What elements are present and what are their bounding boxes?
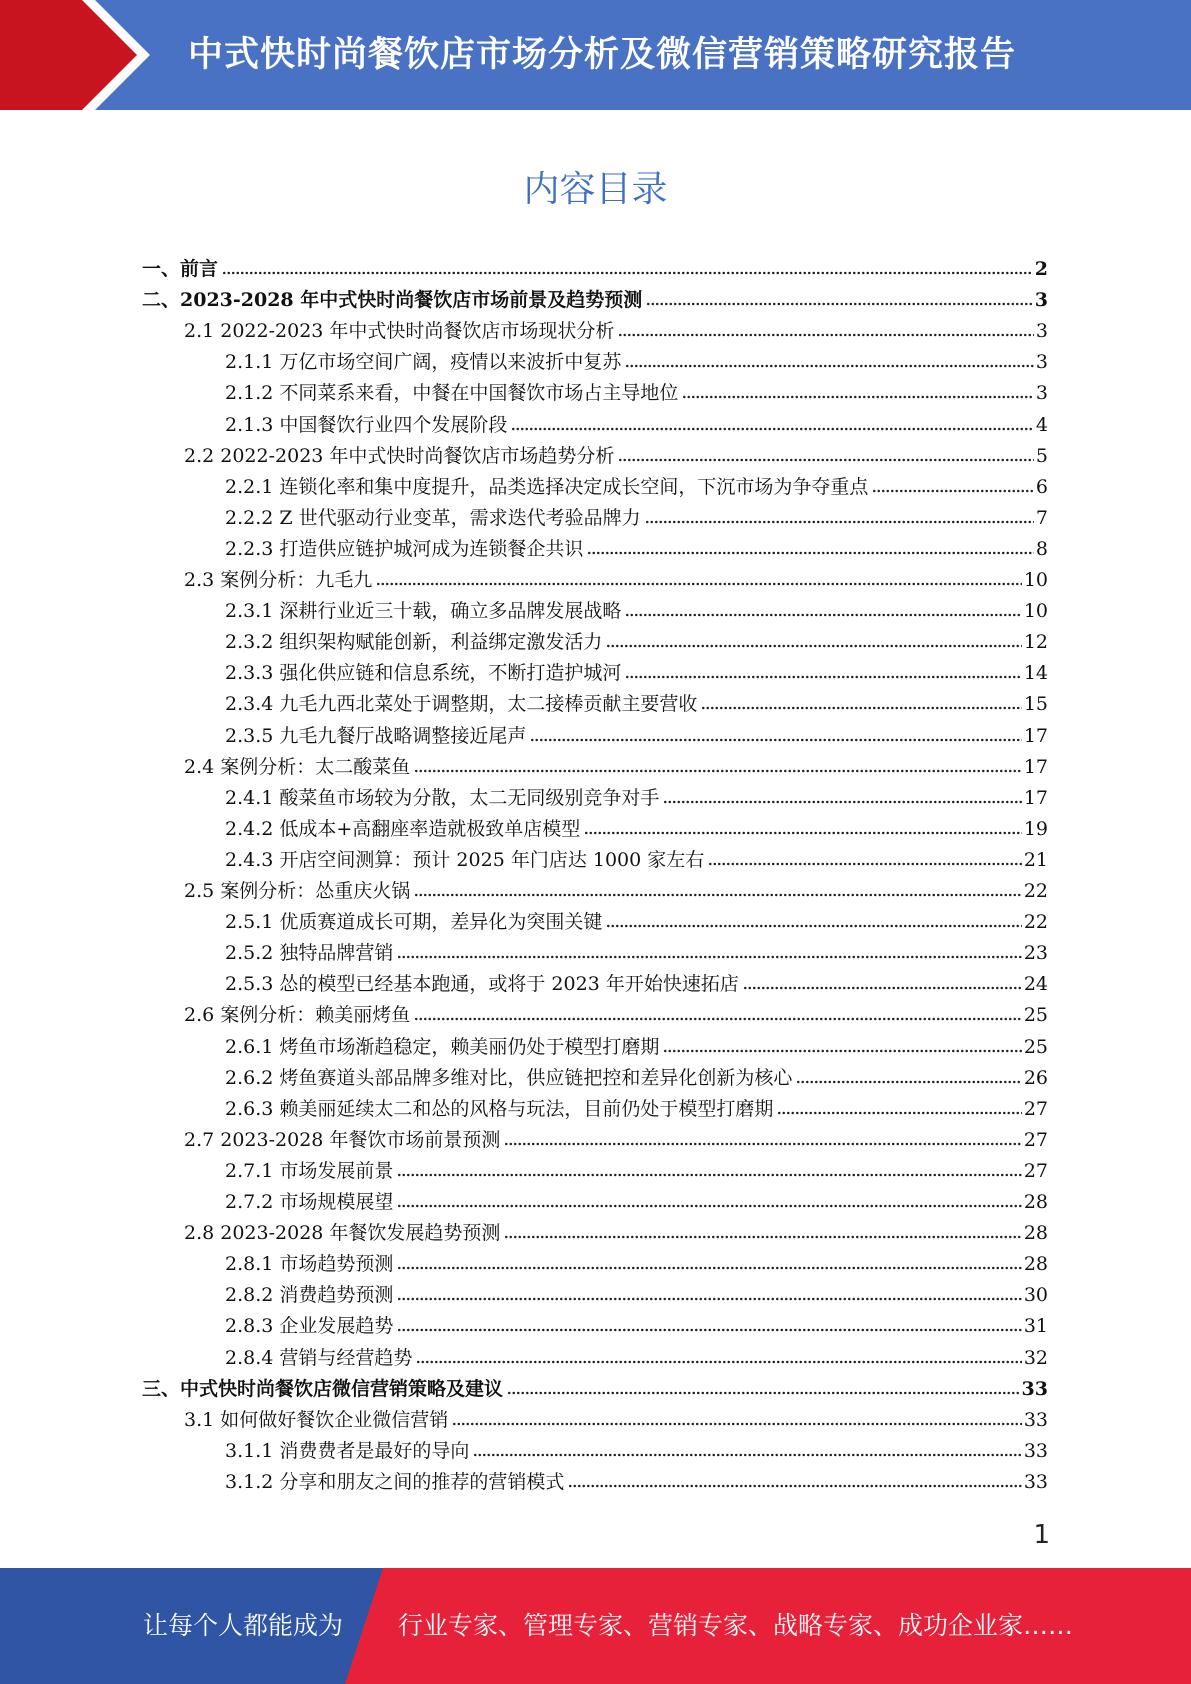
toc-entry-page: 27 [1023, 1159, 1048, 1182]
toc-entry[interactable] [225, 1249, 1048, 1280]
toc-entry-page: 26 [1023, 1066, 1048, 1089]
toc-dot-leader [414, 1015, 1022, 1023]
toc-heading: 内容目录 [523, 169, 668, 210]
toc-dot-leader [452, 1420, 1022, 1428]
toc-entry[interactable] [225, 1280, 1048, 1311]
toc-entry[interactable] [225, 347, 1048, 378]
toc-entry[interactable] [225, 503, 1048, 534]
toc-dot-leader [708, 860, 1022, 868]
toc-dot-leader [414, 891, 1022, 899]
toc-entry[interactable] [184, 876, 1048, 907]
toc-entry[interactable] [184, 1000, 1048, 1031]
toc-dot-leader [872, 487, 1034, 495]
toc-dot-leader [530, 736, 1021, 744]
toc-entry-label: 2.8.2 消费趋势预测 [225, 1284, 394, 1307]
toc-entry-label: 3.1.2 分享和朋友之间的推荐的营销模式 [225, 1470, 565, 1493]
toc-entry-label: 2.5.2 独特品牌营销 [225, 942, 394, 965]
toc-entry-label: 2.5 案例分析：怂重庆火锅 [184, 880, 411, 902]
toc-dot-leader [743, 984, 1022, 992]
toc-entry[interactable] [142, 285, 1048, 316]
toc-entry-page: 17 [1023, 786, 1048, 809]
toc-entry[interactable] [225, 1187, 1048, 1218]
toc-entry[interactable] [225, 845, 1048, 876]
toc-entry-page: 28 [1023, 1253, 1048, 1276]
toc-entry[interactable] [225, 969, 1048, 1000]
toc-entry-label: 2.2.1 连锁化率和集中度提升，品类选择决定成长空间，下沉市场为争夺重点 [225, 475, 869, 498]
toc-dot-leader [701, 704, 1021, 712]
toc-entry-page: 19 [1023, 817, 1048, 840]
toc-entry-page: 3 [1035, 351, 1048, 374]
toc-entry[interactable] [225, 596, 1048, 627]
toc-dot-leader [511, 425, 1034, 433]
toc-entry-page: 27 [1023, 1128, 1048, 1151]
toc-entry-label: 2.1 2022-2023 年中式快时尚餐饮店市场现状分析 [184, 320, 615, 343]
toc-entry[interactable] [225, 378, 1048, 409]
toc-entry-label: 2.3.2 组织架构赋能创新，利益绑定激发活力 [225, 631, 603, 654]
toc-entry-label: 2.5.3 怂的模型已经基本跑通，或将于 2023 年开始快速拓店 [225, 973, 739, 996]
toc-entry-page: 25 [1023, 1004, 1048, 1027]
toc-entry[interactable] [184, 1405, 1048, 1436]
toc-dot-leader [397, 1264, 1021, 1272]
footer-slogan-right: 行业专家、管理专家、营销专家、战略专家、成功企业家…… [398, 1611, 1074, 1640]
toc-entry-label: 2.4.3 开店空间测算：预计 2025 年门店达 1000 家左右 [225, 848, 705, 871]
toc-entry-label: 2.3.4 九毛九西北菜处于调整期，太二接棒贡献主要营收 [225, 693, 698, 716]
toc-dot-leader [397, 953, 1021, 961]
toc-entry-label: 2.7.2 市场规模展望 [225, 1191, 394, 1213]
toc-dot-leader [663, 798, 1021, 806]
toc-entry-page: 5 [1035, 444, 1048, 467]
page-header [0, 0, 1191, 110]
toc-entry-label: 2.2.3 打造供应链护城河成为连锁餐企共识 [225, 537, 584, 560]
toc-entry-label: 三、中式快时尚餐饮店微信营销策略及建议 [142, 1377, 504, 1400]
toc-entry-page: 31 [1023, 1315, 1048, 1338]
toc-dot-leader [504, 1233, 1021, 1241]
toc-entry-page: 4 [1035, 413, 1048, 436]
toc-dot-leader [618, 456, 1033, 464]
toc-dot-leader [618, 331, 1033, 339]
toc-dot-leader [397, 1171, 1021, 1179]
toc-entry[interactable] [225, 938, 1048, 969]
toc-dot-leader [568, 1482, 1021, 1490]
toc-entry[interactable] [225, 1467, 1048, 1498]
toc-entry[interactable] [225, 472, 1048, 503]
toc-entry-label: 2.2 2022-2023 年中式快时尚餐饮店市场趋势分析 [184, 444, 615, 467]
toc-entry-page: 17 [1023, 724, 1048, 747]
toc-entry-label: 3.1.1 消费费者是最好的导向 [225, 1439, 470, 1462]
toc-entry-page: 27 [1023, 1097, 1048, 1120]
toc-entry[interactable] [184, 316, 1048, 347]
toc-entry[interactable] [184, 752, 1048, 783]
page-footer [0, 1568, 1191, 1684]
toc-entry-page: 23 [1023, 942, 1048, 965]
toc-entry-label: 2.8.4 营销与经营趋势 [225, 1346, 413, 1369]
toc-entry[interactable] [142, 254, 1048, 285]
toc-dot-leader [625, 673, 1021, 681]
toc-entry-label: 2.4 案例分析：太二酸菜鱼 [184, 755, 411, 778]
toc-dot-leader [682, 393, 1034, 401]
toc-entry-page: 25 [1023, 1035, 1048, 1058]
toc-entry-page: 33 [1021, 1377, 1048, 1400]
toc-entry-label: 2.4.1 酸菜鱼市场较为分散，太二无同级别竞争对手 [225, 786, 660, 809]
toc-entry-page: 3 [1035, 382, 1048, 405]
toc-entry-page: 2 [1034, 258, 1048, 280]
toc-dot-leader [222, 269, 1033, 277]
toc-entry-page: 22 [1023, 911, 1048, 934]
toc-entry[interactable] [225, 1063, 1048, 1094]
toc-entry-label: 2.1.1 万亿市场空间广阔，疫情以来波折中复苏 [225, 351, 622, 374]
toc-entry-label: 2.6 案例分析：赖美丽烤鱼 [184, 1004, 411, 1027]
toc-dot-leader [397, 1326, 1021, 1334]
toc-entry[interactable] [184, 1125, 1048, 1156]
toc-entry-label: 2.6.1 烤鱼市场渐趋稳定，赖美丽仍处于模型打磨期 [225, 1035, 660, 1058]
toc-dot-leader [625, 611, 1021, 619]
toc-entry[interactable] [225, 721, 1048, 752]
toc-dot-leader [504, 1140, 1021, 1148]
toc-entry-label: 2.7.1 市场发展前景 [225, 1159, 394, 1182]
toc-entry-page: 6 [1035, 475, 1048, 498]
toc-dot-leader [397, 1202, 1021, 1210]
toc-entry-label: 2.3.3 强化供应链和信息系统，不断打造护城河 [225, 662, 622, 685]
toc-entry-page: 30 [1023, 1284, 1048, 1307]
toc-entry-page: 14 [1023, 662, 1048, 685]
toc-dot-leader [606, 642, 1021, 650]
toc-entry-label: 2.8.1 市场趋势预测 [225, 1253, 394, 1276]
toc-entry[interactable] [225, 814, 1048, 845]
toc-entry[interactable] [225, 1094, 1048, 1125]
toc-dot-leader [625, 362, 1034, 370]
toc-entry[interactable] [225, 627, 1048, 658]
toc-dot-leader [584, 829, 1022, 837]
toc-entry-label: 2.4.2 低成本+高翻座率造就极致单店模型 [225, 817, 581, 840]
toc-entry-label: 一、前言 [142, 258, 219, 280]
toc-dot-leader [645, 518, 1034, 526]
toc-entry-page: 28 [1023, 1222, 1048, 1245]
toc-entry-page: 10 [1023, 569, 1048, 591]
toc-dot-leader [473, 1451, 1021, 1459]
toc-entry[interactable] [225, 1032, 1048, 1063]
footer-slogan-left: 让每个人都能成为 [143, 1611, 344, 1640]
toc-entry-page: 17 [1023, 755, 1048, 778]
toc-entry-page: 33 [1023, 1470, 1048, 1493]
toc-entry-page: 21 [1023, 848, 1048, 871]
toc-entry[interactable] [184, 1218, 1048, 1249]
toc-dot-leader [587, 549, 1034, 557]
toc-entry[interactable] [184, 565, 1048, 596]
toc-entry-page: 22 [1023, 880, 1048, 902]
toc-entry[interactable] [142, 1374, 1048, 1405]
toc-dot-leader [414, 767, 1022, 775]
toc-entry-label: 2.3 案例分析：九毛九 [184, 569, 373, 591]
toc-entry-label: 2.7 2023-2028 年餐饮市场前景预测 [184, 1128, 501, 1151]
toc-entry-page: 33 [1023, 1439, 1048, 1462]
toc-entry-label: 2.8 2023-2028 年餐饮发展趋势预测 [184, 1222, 501, 1245]
toc-dot-leader [376, 580, 1022, 588]
toc-dot-leader [646, 300, 1033, 308]
toc-entry-page: 24 [1023, 973, 1048, 996]
toc-entry-page: 3 [1034, 289, 1048, 312]
toc-entry[interactable] [225, 783, 1048, 814]
toc-entry[interactable] [225, 1343, 1048, 1374]
toc-dot-leader [777, 1109, 1021, 1117]
toc-entry-page: 3 [1035, 320, 1048, 343]
toc-entry-label: 2.1.3 中国餐饮行业四个发展阶段 [225, 413, 508, 436]
report-title: 中式快时尚餐饮店市场分析及微信营销策略研究报告 [188, 35, 1017, 75]
toc-entry-label: 2.3.5 九毛九餐厅战略调整接近尾声 [225, 724, 527, 747]
toc-entry-page: 7 [1035, 506, 1048, 529]
toc-entry[interactable] [225, 658, 1048, 689]
toc-entry[interactable] [225, 907, 1048, 938]
toc-entry[interactable] [225, 1311, 1048, 1342]
toc-entry-label: 2.8.3 企业发展趋势 [225, 1315, 394, 1338]
toc-dot-leader [507, 1389, 1020, 1397]
toc-entry-page: 10 [1023, 600, 1048, 623]
toc-dot-leader [397, 1295, 1021, 1303]
toc-dot-leader [663, 1047, 1021, 1055]
toc-entry[interactable] [225, 1156, 1048, 1187]
toc-entry[interactable] [225, 410, 1048, 441]
toc-entry[interactable] [184, 441, 1048, 472]
toc-entry-label: 2.6.3 赖美丽延续太二和怂的风格与玩法，目前仍处于模型打磨期 [225, 1097, 774, 1120]
toc-entry-page: 15 [1023, 693, 1048, 716]
toc-entry-page: 33 [1023, 1408, 1048, 1431]
toc-entry[interactable] [225, 534, 1048, 565]
page-number: 1 [1033, 1520, 1050, 1550]
toc-entry-label: 2.1.2 不同菜系来看，中餐在中国餐饮市场占主导地位 [225, 382, 679, 405]
toc-dot-leader [796, 1078, 1021, 1086]
toc-entry[interactable] [225, 689, 1048, 720]
toc-entry[interactable] [225, 1436, 1048, 1467]
header-arrow-decoration [0, 0, 150, 110]
toc-entry-label: 2.3.1 深耕行业近三十载，确立多品牌发展战略 [225, 600, 622, 623]
toc-dot-leader [416, 1358, 1021, 1366]
toc-entry-label: 3.1 如何做好餐饮企业微信营销 [184, 1408, 449, 1431]
toc-entry-label: 2.2.2 Z 世代驱动行业变革，需求迭代考验品牌力 [225, 506, 641, 529]
toc-entry-page: 28 [1023, 1191, 1048, 1213]
toc-entry-page: 32 [1023, 1346, 1048, 1369]
toc-entry-page: 12 [1023, 631, 1048, 654]
toc-entry-label: 二、2023-2028 年中式快时尚餐饮店市场前景及趋势预测 [142, 289, 643, 312]
toc-entry-page: 8 [1035, 537, 1048, 560]
toc-entry-label: 2.6.2 烤鱼赛道头部品牌多维对比，供应链把控和差异化创新为核心 [225, 1066, 793, 1089]
toc-dot-leader [606, 922, 1021, 930]
toc-entry-label: 2.5.1 优质赛道成长可期，差异化为突围关键 [225, 911, 603, 934]
